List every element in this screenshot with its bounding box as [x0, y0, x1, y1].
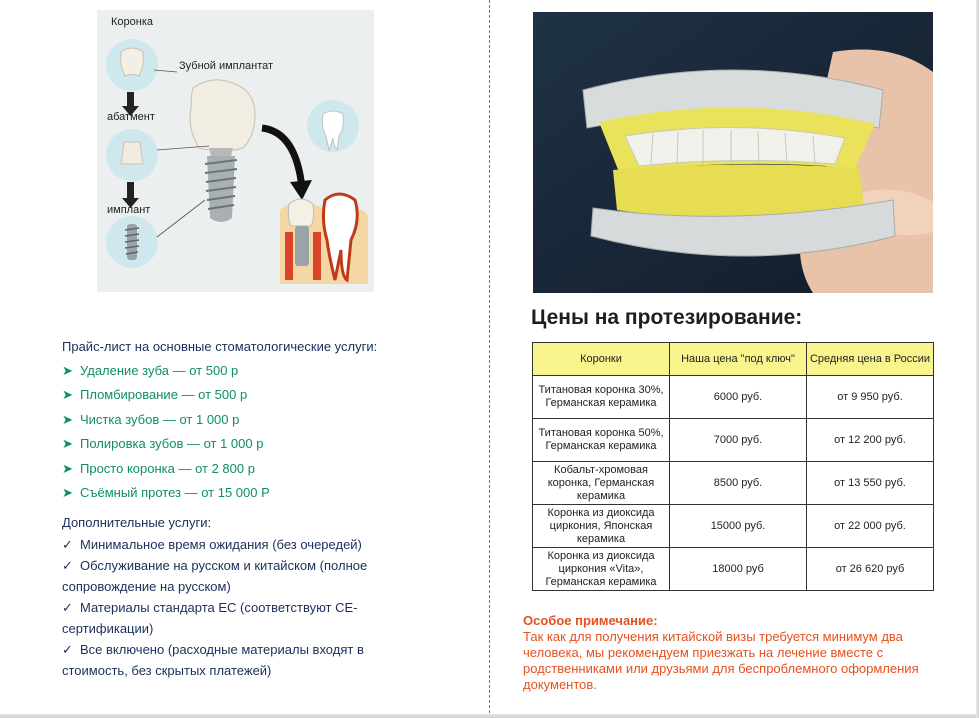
column-header-crowns: Коронки — [533, 343, 670, 376]
arrow-bullet-icon: ➤ — [62, 411, 73, 427]
table-header-row — [533, 343, 934, 376]
price-list-item: ➤ Удаление зуба — от 500 р — [62, 359, 462, 383]
russia-price-cell: от 9 950 руб. — [807, 376, 934, 419]
check-icon: ✓ — [62, 642, 73, 657]
crown-name-cell: Коронка из диоксида циркония «Vita», Германская керамика — [533, 548, 670, 591]
table-row — [533, 376, 934, 419]
crown-name-cell: Титановая коронка 50%, Германская керамика — [533, 419, 670, 462]
our-price-cell: 7000 руб. — [670, 419, 807, 462]
column-header-russia-price: Средняя цена в России — [807, 343, 934, 376]
dental-model-photo — [533, 12, 933, 293]
special-note-text: Так как для получения китайской визы требуется минимум два человека, мы рекомендуем приезжать на лечение вместе с родственниками или друзьями для беспроблемного оформления документов. — [523, 629, 919, 692]
arrow-bullet-icon: ➤ — [62, 460, 73, 476]
price-list-item: ➤ Полировка зубов — от 1 000 р — [62, 432, 462, 456]
price-list-item: ➤ Пломбирование — от 500 р — [62, 383, 462, 407]
table-row — [533, 462, 934, 505]
russia-price-cell: от 13 550 руб. — [807, 462, 934, 505]
extra-service-item: ✓ Минимальное время ожидания (без очередей) — [62, 534, 422, 555]
column-header-our-price: Наша цена "под ключ" — [670, 343, 807, 376]
abutment-label: абатмент — [107, 111, 155, 123]
check-icon: ✓ — [62, 558, 73, 573]
extra-service-item: ✓ Материалы стандарта ЕС (соответствуют СЕ-сертификации) — [62, 597, 422, 639]
prosthetics-price-table — [532, 342, 934, 591]
crown-label: Коронка — [111, 16, 154, 28]
our-price-cell: 6000 руб. — [670, 376, 807, 419]
our-price-cell: 18000 руб — [670, 548, 807, 591]
dental-model-graphic — [533, 12, 933, 293]
implant-label: имплант — [107, 204, 151, 216]
price-list-item: ➤ Просто коронка — от 2 800 р — [62, 457, 462, 481]
crown-name-cell: Коронка из диоксида циркония, Японская керамика — [533, 505, 670, 548]
arrow-bullet-icon: ➤ — [62, 363, 73, 378]
crown-name-cell: Кобальт-хромовая коронка, Германская керамика — [533, 462, 670, 505]
extra-service-item: ✓ Обслуживание на русском и китайском (полное сопровождение на русском) — [62, 555, 422, 597]
russia-price-cell: от 12 200 руб. — [807, 419, 934, 462]
our-price-cell: 15000 руб. — [670, 505, 807, 548]
price-list-item: ➤ Чистка зубов — от 1 000 р — [62, 408, 462, 432]
check-icon: ✓ — [62, 537, 73, 552]
extra-services-heading: Дополнительные услуги: — [62, 515, 212, 530]
page-fold-divider — [489, 0, 490, 718]
table-row — [533, 548, 934, 591]
implant-illustration — [97, 10, 374, 292]
arrow-bullet-icon: ➤ — [62, 387, 73, 403]
extra-services — [62, 514, 422, 681]
russia-price-cell: от 22 000 руб. — [807, 505, 934, 548]
crown-name-cell: Титановая коронка 30%, Германская керамика — [533, 376, 670, 419]
special-note-title: Особое примечание: — [523, 613, 658, 628]
table-row — [533, 505, 934, 548]
table-row — [533, 419, 934, 462]
page-bottom-edge — [0, 714, 979, 718]
arrow-bullet-icon: ➤ — [62, 436, 73, 452]
implant-diagram-graphic — [97, 10, 374, 292]
price-list-heading: Прайс-лист на основные стоматологические услуги: — [62, 339, 378, 354]
price-list-item: ➤ Съёмный протез — от 15 000 Р — [62, 481, 462, 505]
arrow-bullet-icon: ➤ — [62, 484, 73, 500]
check-icon: ✓ — [62, 600, 73, 615]
extra-service-item: ✓ Все включено (расходные материалы входят в стоимость, без скрытых платежей) — [62, 639, 422, 681]
prosthetics-title: Цены на протезирование: — [531, 306, 803, 329]
price-list — [62, 338, 462, 505]
our-price-cell: 8500 руб. — [670, 462, 807, 505]
special-note — [523, 613, 943, 693]
dental-implant-label: Зубной имплантат — [179, 60, 274, 72]
russia-price-cell: от 26 620 руб — [807, 548, 934, 591]
